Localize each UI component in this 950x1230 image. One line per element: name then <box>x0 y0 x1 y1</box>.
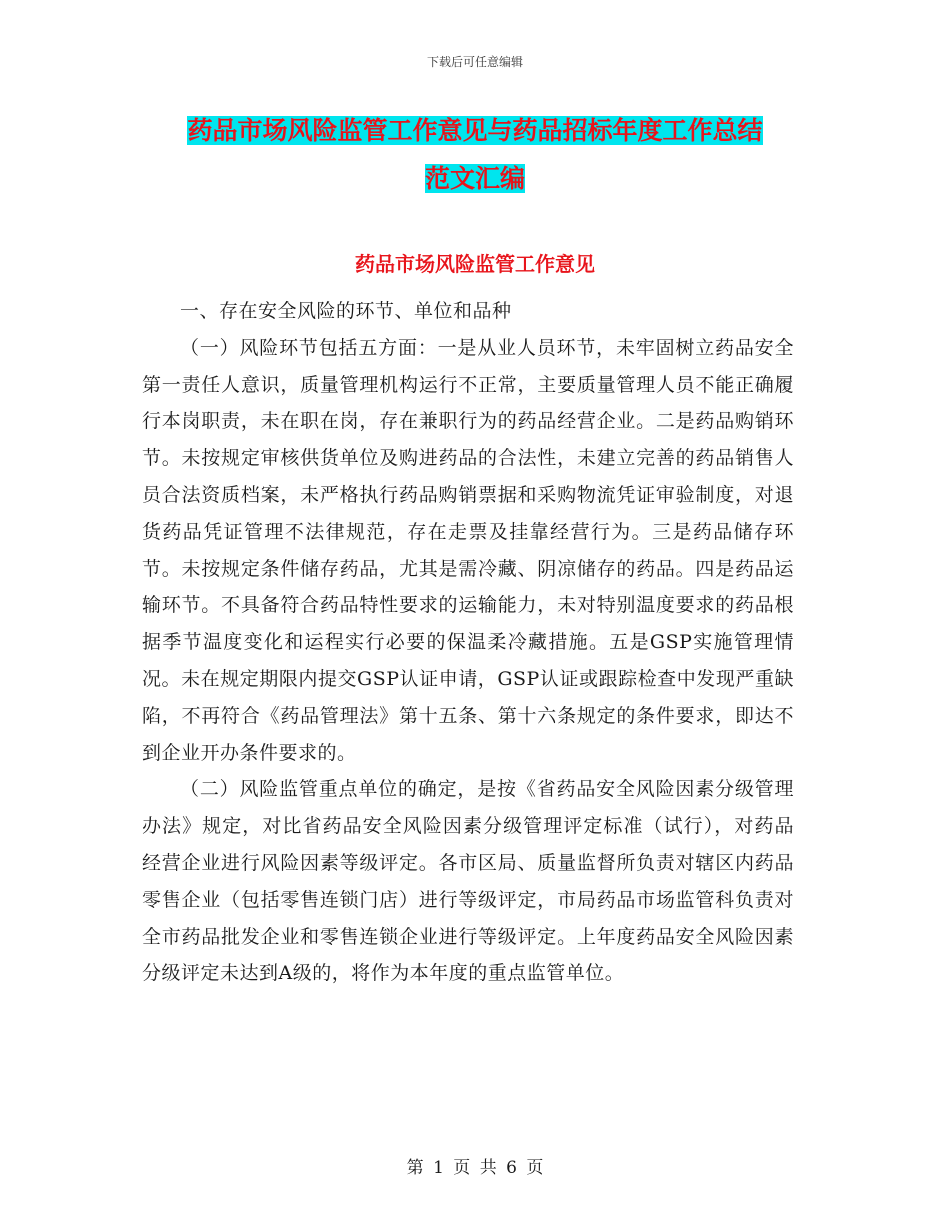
document-title-line-2: 范文汇编 <box>424 164 525 193</box>
document-title-line-1: 药品市场风险监管工作意见与药品招标年度工作总结 <box>187 116 763 145</box>
section-title: 药品市场风险监管工作意见 <box>355 252 595 276</box>
document-body <box>142 293 794 992</box>
page-number-footer: 第 1 页 共 6 页 <box>406 1158 544 1178</box>
document-title <box>150 107 800 203</box>
paragraph-risk-links: （一）风险环节包括五方面：一是从业人员环节，未牢固树立药品安全第一责任人意识，质量管理机构运行不正常，主要质量管理人员不能正确履行本岗职责，未在职在岗，存在兼职行为的药品经营企业。二是药品购销环节。未按规定审核供货单位及购进药品的合法性，未建立完善的药品销售人员合法资质档案，未严格执行药品购销票据和采购物流凭证审验制度，对退货药品凭证管理不法律规范，存在走票及挂靠经营行为。三是药品储存环节。未按规定条件储存药品，尤其是需冷藏、阴凉储存的药品。四是药品运输环节。不具备符合药品特性要求的运输能力，未对特别温度要求的药品根据季节温度变化和运程实行必要的保温柔冷藏措施。五是GSP实施管理情况。未在规定期限内提交GSP认证申请，GSP认证或跟踪检查中发现严重缺陷，不再符合《药品管理法》第十五条、第十六条规定的条件要求，即达不到企业开办条件要求的。 <box>142 336 794 764</box>
paragraph-key-units: （二）风险监管重点单位的确定，是按《省药品安全风险因素分级管理办法》规定，对比省药品安全风险因素分级管理评定标准（试行），对药品经营企业进行风险因素等级评定。各市区局、质量监督所负责对辖区内药品零售企业（包括零售连锁门店）进行等级评定，市局药品市场监管科负责对全市药品批发企业和零售连锁企业进行等级评定。上年度药品安全风险因素分级评定未达到A级的，将作为本年度的重点监管单位。 <box>142 778 794 985</box>
page-header-note: 下载后可任意编辑 <box>426 55 523 69</box>
paragraph-heading-risk-areas: 一、存在安全风险的环节、单位和品种 <box>180 300 512 322</box>
